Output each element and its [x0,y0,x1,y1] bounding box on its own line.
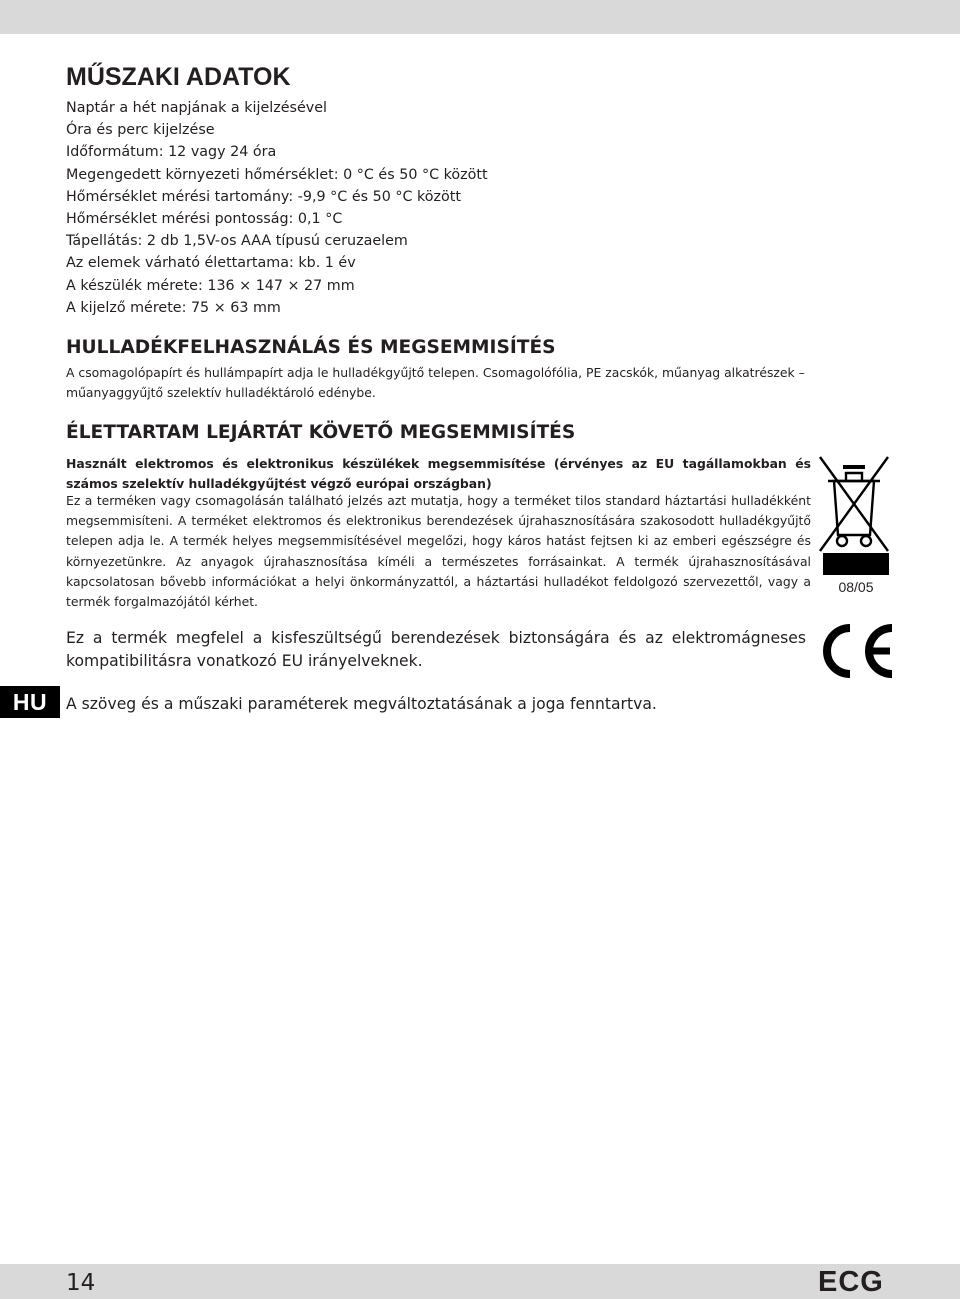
spec-item: Hőmérséklet mérési pontosság: 0,1 °C [66,211,343,228]
header-bar [0,0,960,34]
spec-item: Óra és perc kijelzése [66,122,215,139]
brand-logo: ECG [818,1266,884,1298]
specs-list [66,97,488,319]
recycling-title: HULLADÉKFELHASZNÁLÁS ÉS MEGSEMMISÍTÉS [66,337,556,358]
spec-item: Naptár a hét napjának a kijelzésével [66,100,327,116]
crossed-out-wheelie-bin-icon [818,455,890,555]
rights-reserved-text: A szöveg és a műszaki paraméterek megváltoztatásának a joga fenntartva. [66,695,657,713]
end-of-life-title: ÉLETTARTAM LEJÁRTÁT KÖVETŐ MEGSEMMISÍTÉS [66,422,576,443]
ce-mark-icon [820,622,898,680]
specs-title: MŰSZAKI ADATOK [66,63,291,91]
language-tab: HU [0,686,60,718]
weee-date-label: 08/05 [838,579,874,595]
end-of-life-bold-text: Használt elektromos és elektronikus készülékek megsemmisítése (érvényes az EU tagállamokban és számos szelektív hulladékgyűjtést végző európai országban) [66,456,811,492]
ce-compliance-text: Ez a termék megfelel a kisfeszültségű berendezések biztonságára és az elektromágneses kompatibilitásra vonatkozó EU irányelveknek. [66,629,806,670]
page-number: 14 [66,1270,96,1296]
weee-black-bar [823,553,889,575]
spec-item: A kijelző mérete: 75 × 63 mm [66,299,281,316]
spec-item: Hőmérséklet mérési tartomány: -9,9 °C és 50 °C között [66,188,462,205]
spec-item: Az elemek várható élettartama: kb. 1 év [66,255,356,272]
spec-item: Tápellátás: 2 db 1,5V-os AAA típusú ceruzaelem [66,233,408,250]
recycling-text: A csomagolópapírt és hullámpapírt adja le hulladékgyűjtő telepen. Csomagolófólia, PE zacskók, műanyag alkatrészek – műanyaggyűjtő szelektív hulladéktároló edénybe. [66,365,805,401]
spec-item: Megengedett környezeti hőmérséklet: 0 °C és 50 °C között [66,166,488,183]
spec-item: A készülék mérete: 136 × 147 × 27 mm [66,277,355,294]
footer-bar [0,1264,960,1299]
end-of-life-body-text: Ez a terméken vagy csomagolásán található jelzés azt mutatja, hogy a terméket tilos standard háztartási hulladékként megsemmisíteni. A terméket elektromos és elektronikus berendezések újrahasznosítására szakosodott hulladékgyűjtő telepen adja le. A termék helyes megsemmisítésével megelőzi, hogy káros hatást fejtsen ki az emberi egészségre és környezetünkre. Az anyagok újrahasznosítása kíméli a természetes forrásainkat. A termék újrahasznosításával kapcsolatosan bővebb információkat a helyi önkormányzattól, a háztartási hulladékot feldolgozó szervezettől, vagy a termék forgalmazójától kérhet. [66,493,811,610]
spec-item: Időformátum: 12 vagy 24 óra [66,144,277,161]
